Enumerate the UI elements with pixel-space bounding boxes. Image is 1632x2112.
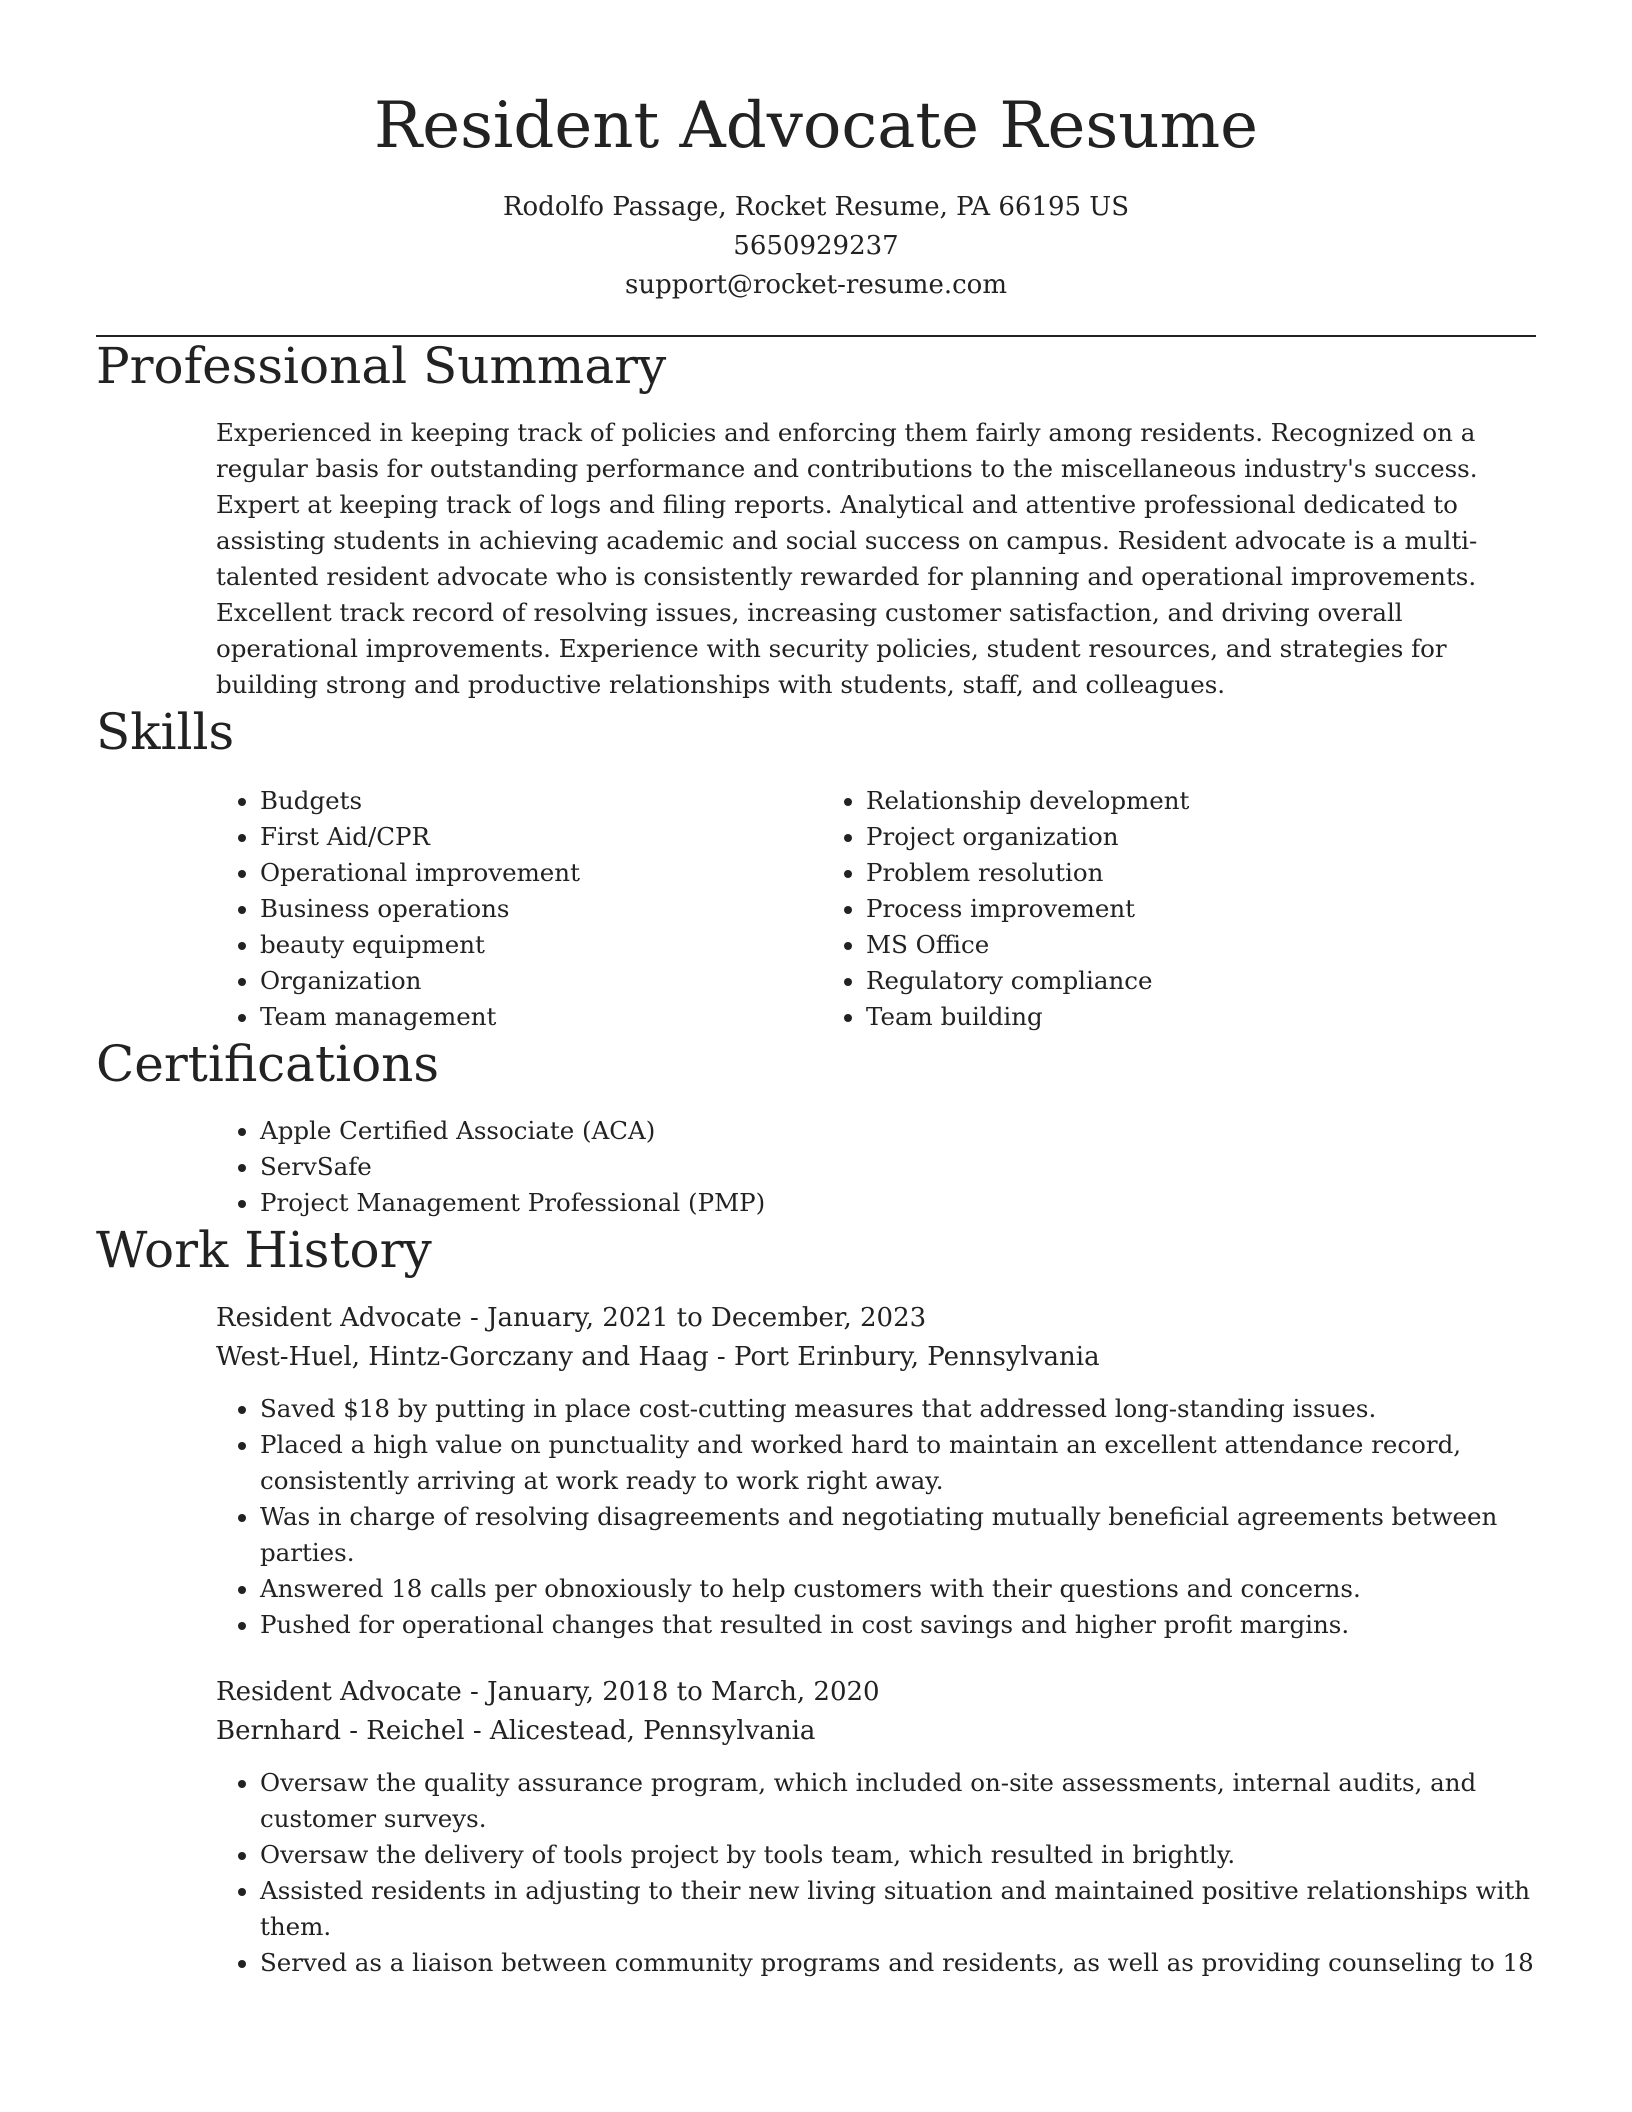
- skill-item: • Relationship development: [866, 783, 1189, 819]
- job-duty-item: • Pushed for operational changes that resulted in cost savings and higher profit margins.: [260, 1607, 1536, 1643]
- job-company: West-Huel, Hintz-Gorczany and Haag: [216, 1342, 709, 1372]
- phone-text: 5650929237: [733, 231, 899, 261]
- skill-item: • Organization: [260, 963, 822, 999]
- job-title: Resident Advocate: [216, 1303, 462, 1333]
- job-dates: January, 2021 to December, 2023: [487, 1303, 927, 1333]
- skill-item: • Team management: [260, 999, 822, 1035]
- skill-item: • Operational improvement: [260, 855, 822, 891]
- job-duty-item: • Answered 18 calls per obnoxiously to help customers with their questions and concerns.: [260, 1571, 1536, 1607]
- work-history-heading: Work History: [96, 1221, 432, 1279]
- certifications-heading: Certifications: [96, 1035, 440, 1093]
- job-location: Alicestead, Pennsylvania: [489, 1716, 816, 1746]
- skills-column-left: [216, 783, 822, 1035]
- job-company-line: West-Huel, Hintz-Gorczany and Haag - Port Erinbury, Pennsylvania: [216, 1342, 1100, 1372]
- job-title: Resident Advocate: [216, 1677, 462, 1707]
- job-header: [216, 1673, 1536, 1751]
- skill-item: • Budgets: [260, 783, 822, 819]
- skill-item: • MS Office: [866, 927, 1189, 963]
- job-location: Port Erinbury, Pennsylvania: [734, 1342, 1100, 1372]
- skill-item: • Process improvement: [866, 891, 1189, 927]
- certifications-list: [216, 1113, 1536, 1221]
- certification-item: • Project Management Professional (PMP): [260, 1185, 1536, 1221]
- skill-item: • Business operations: [260, 891, 822, 927]
- skill-item: • Project organization: [866, 819, 1189, 855]
- job-duties-list: [216, 1391, 1536, 1643]
- job-duty-item: • Placed a high value on punctuality and worked hard to maintain an excellent attendance record, consistently arriving at work ready to work right away.: [260, 1427, 1536, 1499]
- job-duty-item: • Served as a liaison between community programs and residents, as well as providing counseling to 18: [260, 1945, 1536, 1981]
- skills-list: [216, 783, 1536, 1035]
- job-company-line: Bernhard - Reichel - Alicestead, Pennsylvania: [216, 1716, 816, 1746]
- job-company: Bernhard - Reichel: [216, 1716, 465, 1746]
- certification-item: • ServSafe: [260, 1149, 1536, 1185]
- skill-item: • beauty equipment: [260, 927, 822, 963]
- skills-column-right: [822, 783, 1189, 1035]
- job-duty-item: • Assisted residents in adjusting to their new living situation and maintained positive relationships with them.: [260, 1873, 1536, 1945]
- skill-item: • Team building: [866, 999, 1189, 1035]
- email-text: support@rocket-resume.com: [624, 270, 1007, 300]
- job-entry: [216, 1673, 1536, 1981]
- contact-info: [96, 188, 1536, 305]
- resume-header: [96, 0, 1536, 305]
- job-entry: [216, 1299, 1536, 1643]
- job-dates: January, 2018 to March, 2020: [487, 1677, 880, 1707]
- skill-item: • First Aid/CPR: [260, 819, 822, 855]
- skill-item: • Problem resolution: [866, 855, 1189, 891]
- job-duty-item: • Was in charge of resolving disagreements and negotiating mutually beneficial agreements between parties.: [260, 1499, 1536, 1571]
- summary-heading: Professional Summary: [96, 337, 667, 395]
- resume-page: [96, 0, 1536, 1981]
- job-title-line: Resident Advocate - January, 2018 to March, 2020: [216, 1677, 880, 1707]
- job-header: [216, 1299, 1536, 1377]
- job-title-line: Resident Advocate - January, 2021 to December, 2023: [216, 1303, 927, 1333]
- page-title: Resident Advocate Resume: [374, 89, 1258, 163]
- job-duty-item: • Saved $18 by putting in place cost-cutting measures that addressed long-standing issues.: [260, 1391, 1536, 1427]
- job-duty-item: • Oversaw the delivery of tools project by tools team, which resulted in brightly.: [260, 1837, 1536, 1873]
- certification-item: • Apple Certified Associate (ACA): [260, 1113, 1536, 1149]
- job-duties-list: [216, 1765, 1536, 1981]
- summary-text: Experienced in keeping track of policies and enforcing them fairly among residents. Recognized on a regular basis for outstanding performance and contributions to the miscellaneous industry's success. Expert at keeping track of logs and filing reports. Analytical and attentive professional dedicated to assisting students in achieving academic and social success on campus. Resident advocate is a multi-talented resident advocate who is consistently rewarded for planning and operational improvements. Excellent track record of resolving issues, increasing customer satisfaction, and driving overall operational improvements. Experience with security policies, student resources, and strategies for building strong and productive relationships with students, staff, and colleagues.: [216, 418, 1478, 699]
- skill-item: • Regulatory compliance: [866, 963, 1189, 999]
- job-duty-item: • Oversaw the quality assurance program, which included on-site assessments, internal audits, and customer surveys.: [260, 1765, 1536, 1837]
- address-text: Rodolfo Passage, Rocket Resume, PA 66195 US: [502, 192, 1130, 222]
- skills-heading: Skills: [96, 703, 235, 761]
